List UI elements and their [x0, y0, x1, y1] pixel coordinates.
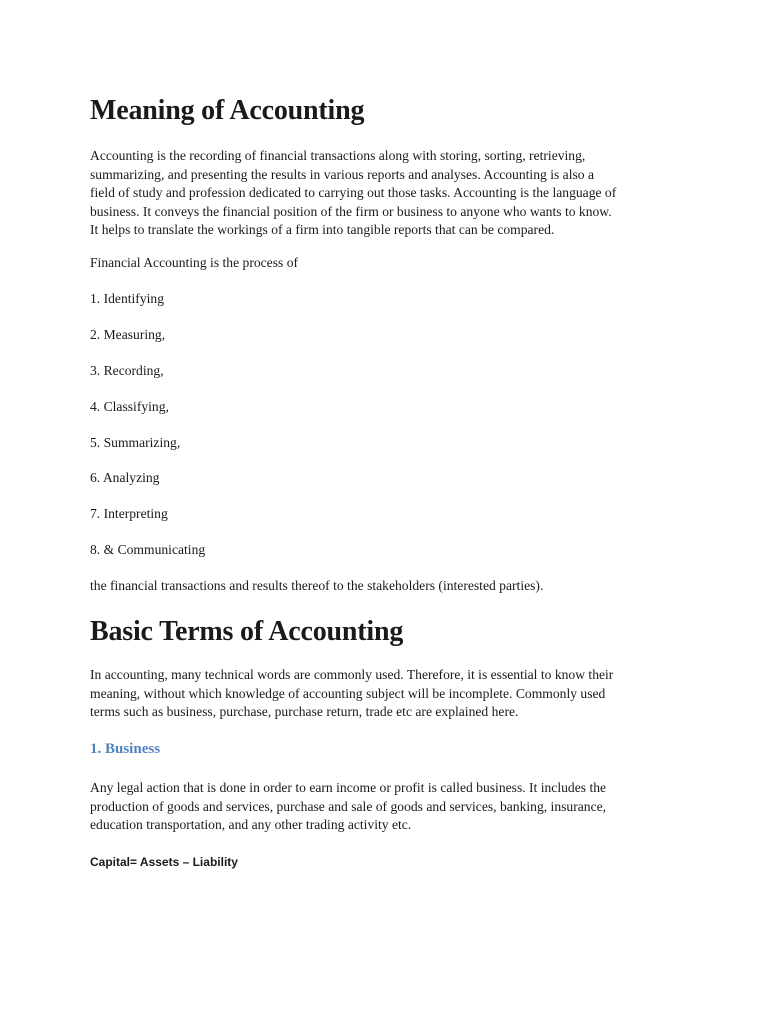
process-step-item: 7. Interpreting [90, 506, 168, 521]
heading-meaning-of-accounting: Meaning of Accounting [90, 95, 365, 126]
paragraph-basic-terms-intro [90, 666, 690, 722]
paragraph-line: summarizing, and presenting the results in various reports and analyses. Accounting is also a [90, 166, 594, 182]
paragraph-line: Accounting is the recording of financial transactions along with storing, sorting, retrieving, [90, 148, 586, 163]
paragraph-line: In accounting, many technical words are commonly used. Therefore, it is essential to know their [90, 667, 614, 682]
paragraph-line: business. It conveys the financial position of the firm or business to anyone who wants to know. [90, 203, 612, 219]
paragraph-line: production of goods and services, purchase and sale of goods and services, banking, insurance, [90, 798, 607, 814]
process-step-item: 8. & Communicating [90, 542, 206, 557]
heading-basic-terms-of-accounting: Basic Terms of Accounting [90, 616, 404, 647]
process-step-item: 4. Classifying, [90, 399, 169, 414]
process-step-item: 5. Summarizing, [90, 435, 181, 450]
paragraph-line: It helps to translate the workings of a firm into tangible reports that can be compared. [90, 222, 555, 237]
paragraph-line: meaning, without which knowledge of accounting subject will be incomplete. Commonly used [90, 685, 606, 701]
process-step-item: 6. Analyzing [90, 470, 160, 485]
paragraph-line: Any legal action that is done in order to earn income or profit is called business. It includes the [90, 780, 607, 795]
paragraph-line: field of study and profession dedicated to carrying out those tasks. Accounting is the language of [90, 185, 617, 200]
paragraph-business-definition [90, 779, 690, 835]
subheading-business: 1. Business [90, 741, 161, 757]
process-step-item: 1. Identifying [90, 291, 164, 306]
capital-formula: Capital= Assets – Liability [90, 855, 238, 869]
paragraph-line: education transportation, and any other trading activity etc. [90, 817, 412, 832]
process-step-item: 2. Measuring, [90, 327, 166, 342]
paragraph-line: terms such as business, purchase, purchase return, trade etc are explained here. [90, 704, 519, 719]
process-closing-text: the financial transactions and results thereof to the stakeholders (interested parties). [90, 578, 544, 593]
process-intro-text: Financial Accounting is the process of [90, 255, 299, 270]
process-step-item: 3. Recording, [90, 363, 164, 378]
paragraph-accounting-definition [90, 147, 690, 240]
